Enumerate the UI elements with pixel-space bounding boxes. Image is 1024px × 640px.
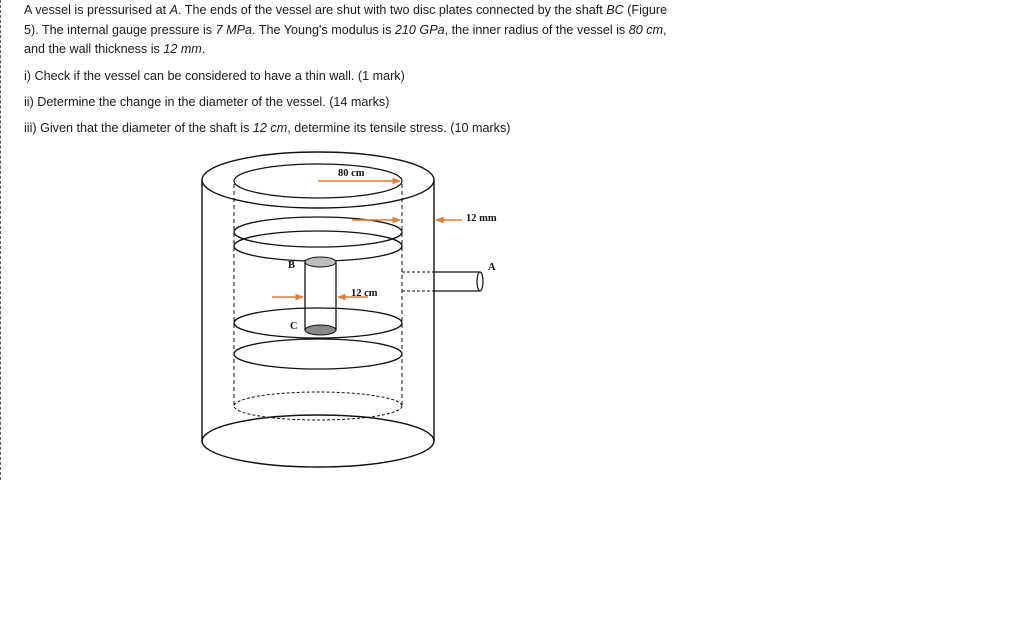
pipe-end (477, 272, 483, 291)
left-margin-rule (0, 0, 1, 480)
vessel-figure (190, 148, 530, 468)
radius-label: 80 cm (338, 168, 365, 179)
shaft-bottom-end (305, 325, 336, 335)
disc-b-bottom (234, 231, 402, 261)
disc-b-top (234, 217, 402, 247)
shaft-top-end (305, 257, 336, 267)
thickness-label: 12 mm (466, 213, 497, 224)
problem-intro: A vessel is pressurised at A. The ends of the vessel are shut with two disc plates connected by the shaft BC (Figure 5). The internal gauge pressure is 7 MPa. The Young's modulus is 210 GPa, the inner radius of the vessel is 80 cm, and the wall thickness is 12 mm. (24, 3, 668, 56)
problem-statement (24, 1, 684, 145)
disc-c-bottom (234, 339, 402, 369)
label-a: A (488, 262, 496, 273)
inner-bottom-hidden (234, 392, 402, 420)
label-c: C (290, 321, 298, 332)
question-3: iii) Given that the diameter of the shaft is 12 cm, determine its tensile stress. (10 marks) (24, 120, 511, 135)
shaft-diameter-label: 12 cm (351, 288, 378, 299)
vessel-bottom-rim (202, 415, 434, 467)
question-2: ii) Determine the change in the diameter of the vessel. (14 marks) (24, 94, 390, 109)
label-b: B (288, 260, 296, 271)
vessel-top-rim (202, 152, 434, 208)
question-1: i) Check if the vessel can be considered to have a thin wall. (1 mark) (24, 68, 405, 83)
